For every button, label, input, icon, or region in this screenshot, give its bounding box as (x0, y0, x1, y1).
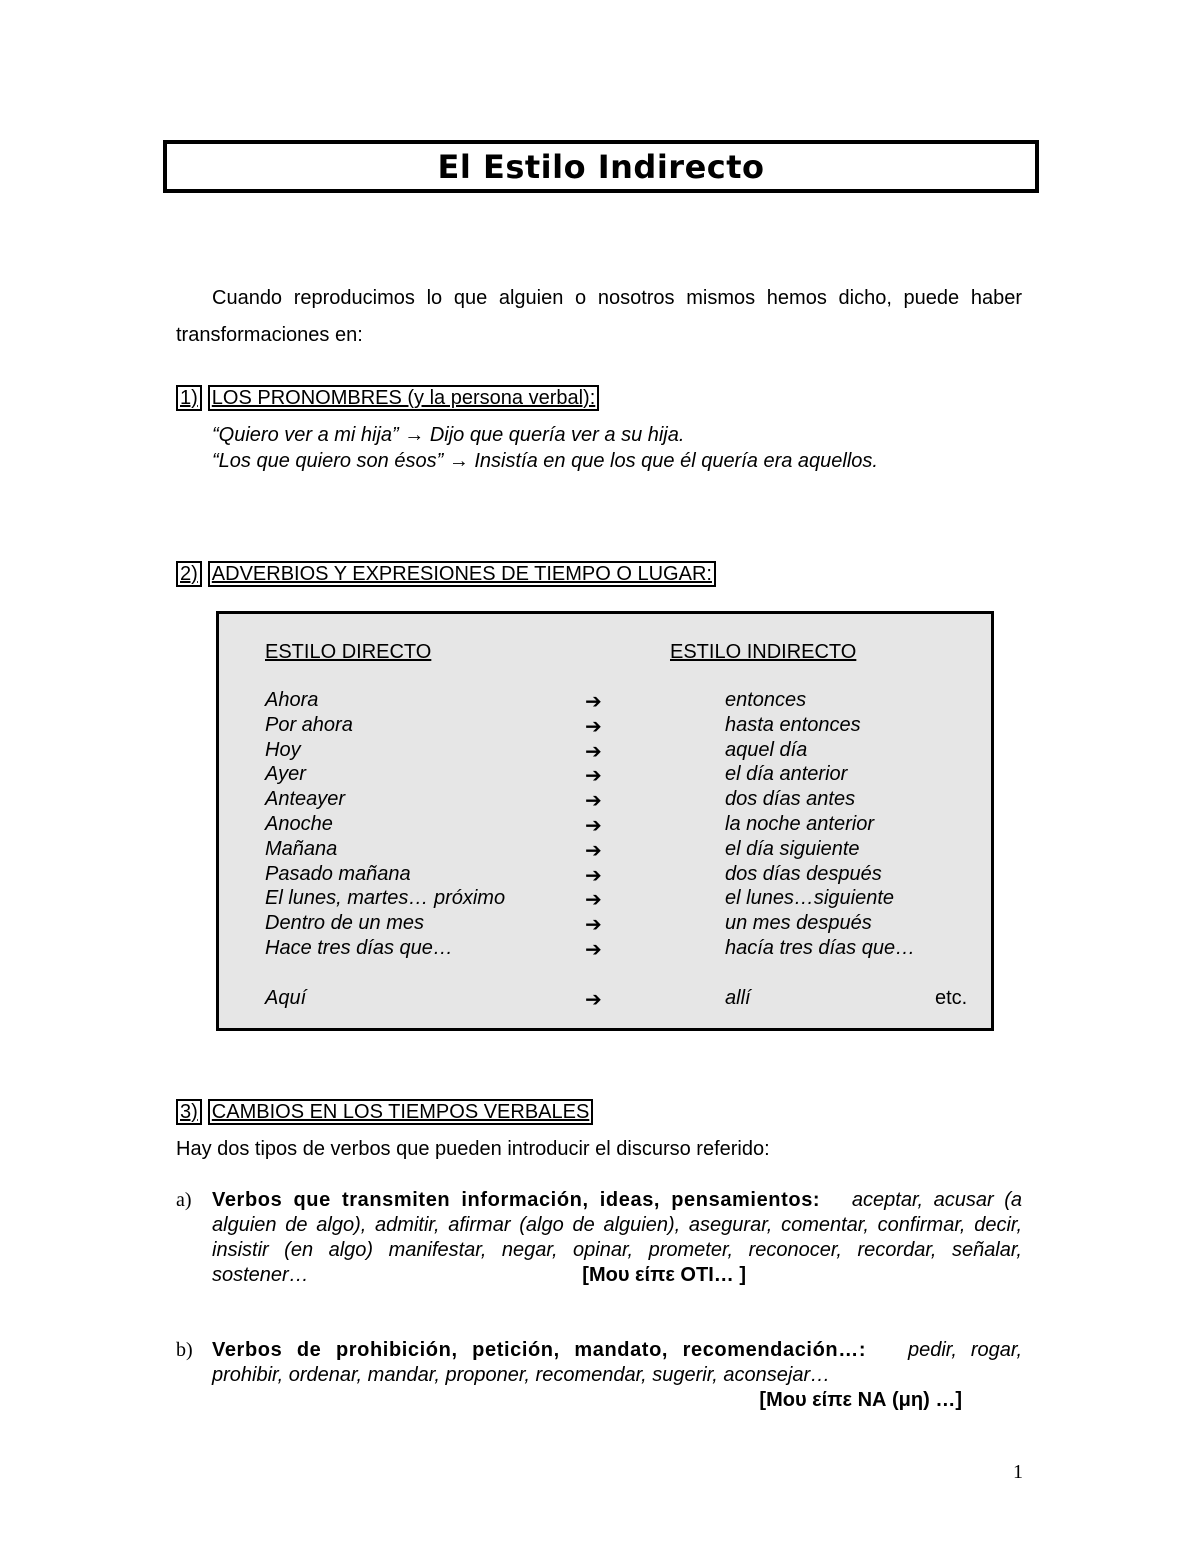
arrow-icon: → (448, 450, 469, 472)
verbs-intro: Hay dos tipos de verbos que pueden introducir el discurso referido: (176, 1138, 770, 1160)
page-title: El Estilo Indirecto (437, 147, 765, 186)
direct-cell: Pasado mañana (265, 862, 411, 885)
arrow-icon: ➔ (585, 889, 602, 912)
direct-cell: Ahora (265, 689, 319, 711)
table-row (219, 739, 991, 764)
direct-cell: Aquí (265, 986, 307, 1009)
intro-text: Cuando reproducimos lo que alguien o nosotros mismos hemos dicho, puede haber transformaciones en: (176, 287, 1022, 346)
list-marker: b) (176, 1339, 193, 1361)
arrow-icon: ➔ (585, 988, 602, 1011)
item-verbs: pedir, rogar, prohibir, ordenar, mandar, proponer, recomendar, sugerir, aconsejar… (212, 1339, 1023, 1386)
indirect-cell: allí (725, 986, 751, 1009)
arrow-icon: ➔ (585, 864, 602, 887)
indirect-cell: el lunes…siguiente (725, 887, 894, 910)
section-number: 3) (176, 1099, 202, 1125)
direct-cell: Anoche (265, 812, 333, 835)
column-header-indirect: ESTILO INDIRECTO (670, 641, 857, 663)
section-heading-verb-tenses (176, 1099, 593, 1125)
indirect-cell: dos días después (725, 862, 882, 885)
arrow-icon: → (404, 424, 425, 446)
list-marker: a) (176, 1189, 192, 1211)
arrow-icon: ➔ (585, 790, 602, 813)
table-row (219, 838, 991, 863)
indirect-cell: entonces (725, 689, 807, 711)
item-lead: Verbos de prohibición, petición, mandato, recomendación…: (212, 1339, 867, 1361)
list-item-body (212, 1188, 1022, 1288)
list-item-a (176, 1188, 1022, 1288)
arrow-icon: ➔ (585, 938, 602, 961)
table-row (219, 912, 991, 937)
arrow-icon: ➔ (585, 839, 602, 862)
item-lead: Verbos que transmiten información, ideas, pensamientos: (212, 1189, 821, 1211)
table-spacer (219, 962, 991, 987)
adverbs-table (216, 611, 994, 1031)
list-item-body (212, 1338, 1022, 1413)
page-number: 1 (1013, 1461, 1023, 1483)
arrow-icon: ➔ (585, 814, 602, 837)
table-rows (219, 689, 991, 1011)
indirect-cell: un mes después (725, 912, 872, 935)
direct-cell: Dentro de un mes (265, 912, 424, 935)
column-header-direct: ESTILO DIRECTO (265, 641, 432, 663)
example-quote: “Quiero ver a mi hija” (212, 424, 399, 446)
indirect-cell: dos días antes (725, 788, 856, 811)
table-row (219, 763, 991, 788)
title-box (163, 140, 1039, 193)
section-number: 2) (176, 561, 202, 587)
direct-cell: Hace tres días que… (265, 936, 453, 959)
indirect-cell: el día siguiente (725, 837, 860, 860)
pronoun-examples (212, 422, 878, 474)
example-result: Dijo que quería ver a su hija. (429, 424, 685, 446)
table-row (219, 863, 991, 888)
direct-cell: Mañana (265, 837, 338, 860)
table-row (219, 813, 991, 838)
direct-cell: Anteayer (265, 788, 346, 811)
intro-paragraph (176, 280, 1022, 354)
greek-note: [Μου είπε ΝΑ (μη) …] (759, 1389, 962, 1411)
section-number: 1) (176, 385, 202, 411)
section-label: CAMBIOS EN LOS TIEMPOS VERBALES (208, 1099, 594, 1125)
section-label: ADVERBIOS Y EXPRESIONES DE TIEMPO O LUGAR: (208, 561, 716, 587)
example-result: Insistía en que los que él quería era aquellos. (474, 450, 878, 472)
arrow-icon: ➔ (585, 765, 602, 788)
direct-cell: El lunes, martes… próximo (265, 887, 506, 910)
table-row (219, 987, 991, 1012)
example-line (212, 448, 878, 474)
example-quote: “Los que quiero son ésos” (212, 450, 444, 472)
direct-cell: Por ahora (265, 713, 353, 736)
indirect-cell: hasta entonces (725, 713, 861, 736)
indirect-cell: la noche anterior (725, 812, 874, 835)
example-line (212, 422, 878, 448)
list-item-b (176, 1338, 1022, 1413)
table-row (219, 714, 991, 739)
section-heading-adverbs (176, 561, 716, 587)
section-heading-pronouns (176, 385, 599, 411)
greek-note: [Μου είπε ΟΤΙ… ] (582, 1264, 746, 1286)
direct-cell: Ayer (265, 763, 306, 786)
etc-label: etc. (935, 986, 968, 1009)
table-row (219, 887, 991, 912)
arrow-icon: ➔ (585, 914, 602, 937)
table-row (219, 689, 991, 714)
indirect-cell: el día anterior (725, 763, 848, 786)
indirect-cell: hacía tres días que… (725, 936, 916, 959)
section-label: LOS PRONOMBRES (y la persona verbal): (208, 385, 599, 411)
table-row (219, 937, 991, 962)
item-verbs: aceptar, acusar (a alguien de algo), admitir, afirmar (algo de alguien), asegurar, comentar, confirmar, decir, insistir (en algo) manifestar, negar, opinar, prometer, reconocer, recordar, señalar, sostener… (212, 1189, 1022, 1286)
arrow-icon: ➔ (585, 715, 602, 738)
arrow-icon: ➔ (585, 691, 602, 713)
direct-cell: Hoy (265, 738, 301, 761)
arrow-icon: ➔ (585, 740, 602, 763)
table-row (219, 788, 991, 813)
indirect-cell: aquel día (725, 738, 808, 761)
